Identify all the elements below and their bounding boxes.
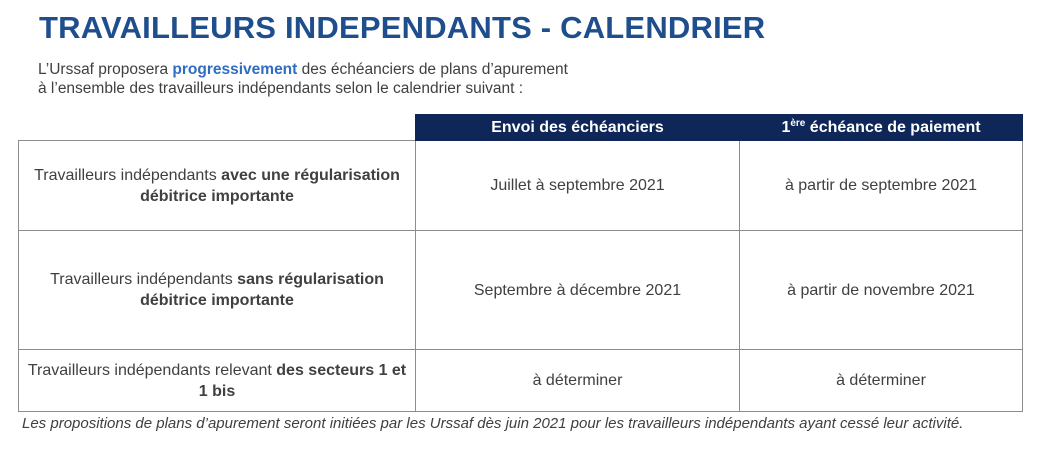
intro-highlight: progressivement — [172, 61, 298, 78]
table-row — [19, 231, 1023, 350]
row-envoi: à déterminer — [416, 350, 740, 412]
row-echeance: à partir de septembre 2021 — [740, 141, 1023, 231]
row-category — [19, 141, 416, 231]
row-category-bold: sans régularisation débitrice importante — [140, 271, 384, 309]
calendar-table — [18, 114, 1023, 412]
row-envoi: Juillet à septembre 2021 — [416, 141, 740, 231]
row-category-bold: avec une régularisation débitrice importante — [140, 166, 400, 205]
footnote: Les propositions de plans d’apurement seront initiées par les Urssaf dès juin 2021 pour les travailleurs indépendants ayant cessé leur activité. — [22, 415, 964, 432]
intro-text-part1: L’Urssaf proposera — [38, 61, 173, 78]
row-echeance: à déterminer — [740, 350, 1023, 412]
table-row — [19, 141, 1023, 231]
header-envoi: Envoi des échéanciers — [416, 115, 740, 141]
intro-text — [38, 60, 568, 98]
row-category-text: Travailleurs indépendants — [50, 271, 238, 288]
intro-text-part2: des échéanciers de plans d’apurement — [297, 61, 568, 78]
intro-text-line2: à l’ensemble des travailleurs indépendants selon le calendrier suivant : — [38, 80, 524, 97]
page-title: TRAVAILLEURS INDEPENDANTS - CALENDRIER — [39, 10, 766, 45]
header-echeance-num: 1 — [781, 118, 791, 136]
row-category-text: Travailleurs indépendants — [34, 166, 222, 184]
row-category-text: Travailleurs indépendants relevant — [27, 361, 277, 379]
row-envoi: Septembre à décembre 2021 — [416, 231, 740, 350]
table-row — [19, 350, 1023, 412]
header-echeance — [740, 115, 1023, 141]
row-category-bold: des secteurs 1 et 1 bis — [198, 361, 407, 400]
table-header-row — [19, 115, 1023, 141]
header-echeance-rest: échéance de paiement — [805, 118, 981, 136]
header-echeance-sup: ère — [790, 117, 806, 129]
row-echeance: à partir de novembre 2021 — [740, 231, 1023, 350]
row-category — [19, 350, 416, 412]
row-category — [19, 231, 416, 350]
header-empty-cell — [19, 115, 416, 141]
